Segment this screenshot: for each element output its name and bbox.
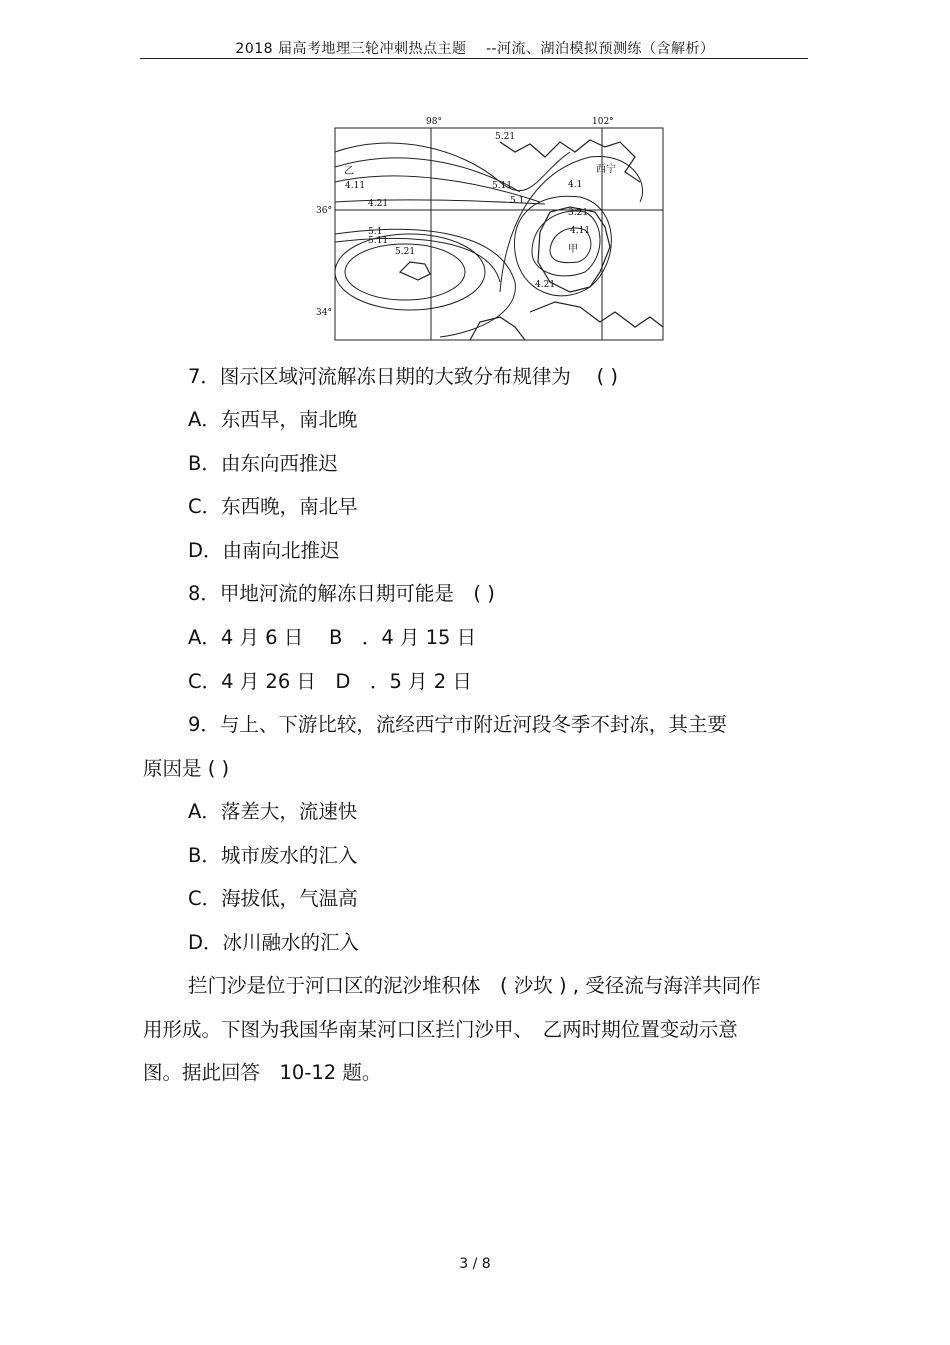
q9-option-c: C．海拔低，气温高 — [188, 887, 358, 910]
page-number: 3 / 8 — [459, 1256, 491, 1272]
isoline-label: 3.21 — [568, 208, 589, 218]
isoline-label: 5.1 — [510, 196, 525, 206]
q8-options-ab: A．4 月 6 日 B ．4 月 15 日 — [188, 626, 477, 649]
question-9-cont: 原因是 ( ) — [143, 757, 230, 780]
lon-label-102: 102° — [592, 117, 614, 127]
header-divider — [140, 58, 808, 59]
place-label-xining: 西宁 — [596, 164, 616, 175]
isoline-label: 4.11 — [570, 226, 591, 236]
place-label-yi: 乙 — [344, 166, 354, 177]
question-9: 9．与上、下游比较，流经西宁市附近河段冬季不封冻，其主要 — [188, 713, 727, 736]
place-label-jia: 甲 — [568, 244, 578, 255]
q9-option-b: B．城市废水的汇入 — [188, 844, 358, 867]
page-header: 2018 届高考地理三轮冲刺热点主题 --河流、湖泊模拟预测练（含解析） — [235, 41, 715, 57]
isoline-label: 4.1 — [568, 180, 583, 190]
lat-label-36: 36° — [316, 206, 332, 216]
lon-label-98: 98° — [426, 117, 442, 127]
intro-paragraph-line1: 拦门沙是位于河口区的泥沙堆积体 ( 沙坎 ) , 受径流与海洋共同作 — [188, 974, 761, 997]
isoline-label: 4.21 — [368, 199, 389, 209]
q8-options-cd: C．4 月 26 日 D ．5 月 2 日 — [188, 670, 472, 693]
q9-option-a: A．落差大，流速快 — [188, 800, 358, 823]
question-8: 8．甲地河流的解冻日期可能是 ( ) — [188, 582, 495, 605]
isoline-label: 4.11 — [345, 181, 366, 191]
q9-option-d: D．冰川融水的汇入 — [188, 931, 360, 954]
lat-label-34: 34° — [316, 308, 332, 318]
intro-paragraph-line2: 用形成。下图为我国华南某河口区拦门沙甲、 乙两时期位置变动示意 — [143, 1018, 738, 1041]
isoline-label: 5.21 — [395, 247, 416, 257]
isoline-label: 5.21 — [495, 132, 516, 142]
q7-option-b: B．由东向西推迟 — [188, 452, 338, 475]
question-7: 7．图示区域河流解冻日期的大致分布规律为 ( ) — [188, 365, 619, 388]
isoline-map — [300, 112, 680, 348]
q7-option-d: D．由南向北推迟 — [188, 539, 340, 562]
isoline-label: 5.1 — [368, 227, 383, 237]
isoline-label: 5.11 — [368, 236, 389, 246]
intro-paragraph-line3: 图。据此回答 10-12 题。 — [143, 1061, 382, 1084]
isoline-label: 5.11 — [492, 181, 513, 191]
q7-option-a: A．东西早，南北晚 — [188, 408, 358, 431]
isoline-label: 4.21 — [535, 280, 556, 290]
q7-option-c: C．东西晚，南北早 — [188, 495, 358, 518]
